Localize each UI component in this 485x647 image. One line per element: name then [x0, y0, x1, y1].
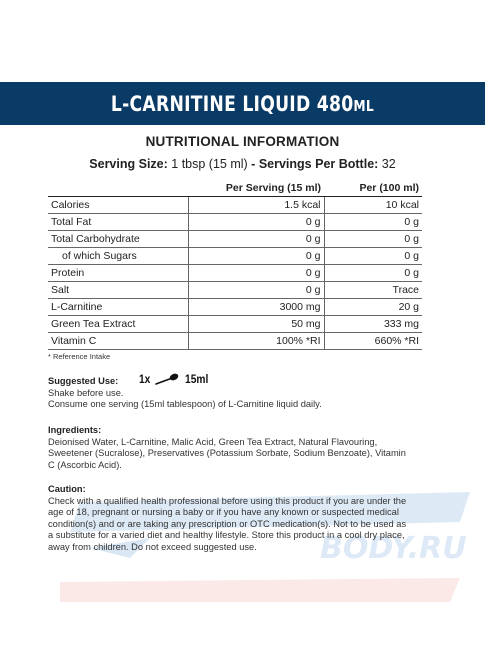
caution-section — [48, 484, 426, 554]
table-row — [48, 214, 422, 231]
per-100ml-value: 10 kcal — [324, 197, 422, 214]
per-serving-value: 0 g — [188, 248, 324, 265]
caution-line: away from children. Do not exceed suggested use. — [48, 541, 257, 552]
dose-indicator — [138, 372, 211, 386]
suggested-use-line: Consume one serving (15ml tablespoon) of L-Carnitine liquid daily. — [48, 399, 322, 410]
product-banner — [0, 82, 485, 125]
nutrient-name: Protein — [48, 265, 188, 282]
per-serving-value: 0 g — [188, 214, 324, 231]
per-100ml-value: 660% *RI — [324, 333, 422, 350]
nutrition-table — [48, 180, 422, 350]
nutrient-name: Green Tea Extract — [48, 316, 188, 333]
serving-size-value: 1 tbsp (15 ml) — [171, 157, 248, 171]
per-serving-value: 3000 mg — [188, 299, 324, 316]
product-name: L-CARNITINE LIQUID 480ML — [110, 91, 375, 116]
header-per-serving: Per Serving (15 ml) — [188, 180, 324, 197]
serving-info — [0, 157, 485, 171]
suggested-use-line: Shake before use. — [48, 387, 124, 398]
serving-size-label: Serving Size: — [89, 157, 168, 171]
caution-line: Check with a qualified health professional before using this product if you are under the — [48, 495, 407, 506]
per-serving-value: 0 g — [188, 231, 324, 248]
nutrient-name: Total Fat — [48, 214, 188, 231]
servings-per-bottle-value: 32 — [381, 157, 396, 171]
per-100ml-value: 0 g — [324, 214, 422, 231]
table-row — [48, 316, 422, 333]
per-serving-value: 0 g — [188, 265, 324, 282]
per-100ml-value: 333 mg — [324, 316, 422, 333]
spoon-icon — [155, 373, 179, 385]
table-row — [48, 299, 422, 316]
per-100ml-value: 0 g — [324, 248, 422, 265]
per-serving-value: 0 g — [188, 282, 324, 299]
per-100ml-value: 0 g — [324, 231, 422, 248]
ingredients-line: Deionised Water, L-Carnitine, Malic Acid, Green Tea Extract, Natural Flavouring, — [48, 436, 378, 447]
watermark-text: BODY.RU — [320, 531, 467, 566]
nutrient-name: Calories — [48, 197, 188, 214]
caution-line: a substitute for a varied diet and healthy lifestyle. Store this product in a cool dry place, — [48, 530, 405, 541]
header-nutrient — [48, 180, 188, 197]
dose-count: 1x — [139, 372, 151, 386]
ingredients-line: C (Ascorbic Acid). — [48, 459, 122, 470]
per-serving-value: 50 mg — [188, 316, 324, 333]
ingredients-heading: Ingredients: — [48, 425, 102, 435]
dose-amount: 15ml — [185, 372, 209, 386]
nutrient-name: of which Sugars — [48, 248, 188, 265]
table-row — [48, 333, 422, 350]
nutrient-name: Total Carbohydrate — [48, 231, 188, 248]
suggested-use-section — [48, 376, 426, 411]
nutrient-name: L-Carnitine — [48, 299, 188, 316]
serving-separator: - — [251, 157, 256, 171]
header-per-100ml: Per (100 ml) — [324, 180, 422, 197]
per-100ml-value: Trace — [324, 282, 422, 299]
table-row — [48, 197, 422, 214]
per-100ml-value: 0 g — [324, 265, 422, 282]
nutrient-name: Salt — [48, 282, 188, 299]
table-row — [48, 248, 422, 265]
table-row — [48, 265, 422, 282]
suggested-use-heading: Suggested Use: — [48, 376, 119, 386]
caution-line: age of 18, pregnant or nursing a baby or if you have any known or suspected medical — [48, 507, 399, 518]
table-row — [48, 231, 422, 248]
per-serving-value: 1.5 kcal — [188, 197, 324, 214]
ingredients-section — [48, 425, 426, 471]
reference-intake-note: * Reference Intake — [48, 352, 111, 361]
per-serving-value: 100% *RI — [188, 333, 324, 350]
per-100ml-value: 20 g — [324, 299, 422, 316]
nutrient-name: Vitamin C — [48, 333, 188, 350]
servings-per-bottle-label: Servings Per Bottle: — [258, 157, 379, 171]
table-row — [48, 282, 422, 299]
caution-heading: Caution: — [48, 484, 86, 494]
nutrition-title: NUTRITIONAL INFORMATION — [145, 134, 340, 149]
ingredients-line: Sweetener (Sucralose), Preservatives (Potassium Sorbate, Sodium Benzoate), Vitamin — [48, 448, 406, 459]
caution-line: condition(s) and or are taking any prescription or OTC medication(s). Not to be used as — [48, 518, 407, 529]
table-header-row — [48, 180, 422, 197]
